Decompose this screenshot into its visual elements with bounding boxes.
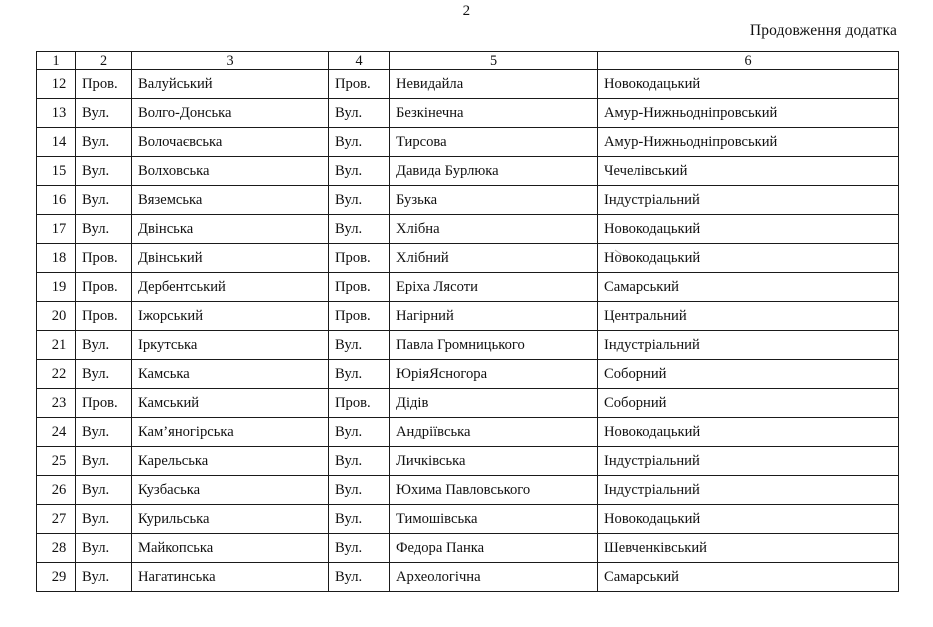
old-street-type-cell: Пров.	[76, 273, 132, 302]
table-row	[37, 273, 899, 302]
new-street-name-cell: Андріївська	[390, 418, 598, 447]
new-street-type-cell: Вул.	[329, 186, 390, 215]
table-row	[37, 476, 899, 505]
old-street-type-cell: Вул.	[76, 476, 132, 505]
old-street-name-cell: Волховська	[132, 157, 329, 186]
old-street-type-cell: Вул.	[76, 186, 132, 215]
new-street-name-cell: Павла Громницького	[390, 331, 598, 360]
new-street-name-cell: Личківська	[390, 447, 598, 476]
new-street-type-cell: Вул.	[329, 128, 390, 157]
row-number-cell: 16	[37, 186, 76, 215]
new-street-name-cell: Бузька	[390, 186, 598, 215]
row-number-cell: 27	[37, 505, 76, 534]
old-street-type-cell: Вул.	[76, 331, 132, 360]
table-row	[37, 215, 899, 244]
table-column-number-row	[37, 52, 899, 70]
new-street-name-cell: Юхима Павловського	[390, 476, 598, 505]
new-street-name-cell: Тимошівська	[390, 505, 598, 534]
table-row	[37, 244, 899, 273]
old-street-name-cell: Іжорський	[132, 302, 329, 331]
row-number-cell: 14	[37, 128, 76, 157]
old-street-name-cell: Камський	[132, 389, 329, 418]
district-cell: Самарський	[598, 563, 899, 592]
old-street-type-cell: Вул.	[76, 99, 132, 128]
district-cell: Індустріальний	[598, 186, 899, 215]
page-number: 2	[462, 3, 471, 19]
old-street-type-cell: Вул.	[76, 447, 132, 476]
old-street-name-cell: Іркутська	[132, 331, 329, 360]
district-cell: Амур-Нижньодніпровський	[598, 99, 899, 128]
column-number-cell: 6	[598, 52, 899, 70]
row-number-cell: 20	[37, 302, 76, 331]
new-street-name-cell: Нагірний	[390, 302, 598, 331]
table-row	[37, 70, 899, 99]
new-street-name-cell: Дідів	[390, 389, 598, 418]
table-row	[37, 563, 899, 592]
street-rename-table	[36, 51, 899, 592]
row-number-cell: 26	[37, 476, 76, 505]
row-number-cell: 19	[37, 273, 76, 302]
new-street-type-cell: Вул.	[329, 563, 390, 592]
district-cell: Новокодацький	[598, 244, 899, 273]
table-row	[37, 186, 899, 215]
column-number-cell: 5	[390, 52, 598, 70]
row-number-cell: 17	[37, 215, 76, 244]
table-row	[37, 360, 899, 389]
old-street-name-cell: Вяземська	[132, 186, 329, 215]
old-street-type-cell: Вул.	[76, 215, 132, 244]
district-cell: Новокодацький	[598, 505, 899, 534]
new-street-type-cell: Пров.	[329, 389, 390, 418]
new-street-type-cell: Вул.	[329, 447, 390, 476]
new-street-type-cell: Вул.	[329, 418, 390, 447]
new-street-type-cell: Вул.	[329, 534, 390, 563]
district-cell: Індустріальний	[598, 447, 899, 476]
old-street-type-cell: Пров.	[76, 302, 132, 331]
column-number-cell: 4	[329, 52, 390, 70]
new-street-type-cell: Вул.	[329, 505, 390, 534]
row-number-cell: 15	[37, 157, 76, 186]
row-number-cell: 28	[37, 534, 76, 563]
new-street-name-cell: Федора Панка	[390, 534, 598, 563]
old-street-name-cell: Нагатинська	[132, 563, 329, 592]
old-street-name-cell: Курильська	[132, 505, 329, 534]
district-cell: Соборний	[598, 389, 899, 418]
old-street-type-cell: Пров.	[76, 70, 132, 99]
table-row	[37, 128, 899, 157]
row-number-cell: 13	[37, 99, 76, 128]
district-cell: Амур-Нижньодніпровський	[598, 128, 899, 157]
new-street-type-cell: Пров.	[329, 70, 390, 99]
new-street-type-cell: Вул.	[329, 360, 390, 389]
row-number-cell: 23	[37, 389, 76, 418]
new-street-type-cell: Вул.	[329, 476, 390, 505]
column-number-cell: 1	[37, 52, 76, 70]
table-row	[37, 157, 899, 186]
old-street-name-cell: Двінська	[132, 215, 329, 244]
old-street-type-cell: Вул.	[76, 505, 132, 534]
column-number-cell: 2	[76, 52, 132, 70]
row-number-cell: 12	[37, 70, 76, 99]
row-number-cell: 18	[37, 244, 76, 273]
new-street-name-cell: Безкінечна	[390, 99, 598, 128]
new-street-type-cell: Вул.	[329, 215, 390, 244]
continuation-note: Продовження додатка	[749, 22, 897, 39]
new-street-type-cell: Вул.	[329, 331, 390, 360]
old-street-name-cell: Камська	[132, 360, 329, 389]
old-street-name-cell: Двінський	[132, 244, 329, 273]
district-cell: Індустріальний	[598, 331, 899, 360]
old-street-name-cell: Кам’яногірська	[132, 418, 329, 447]
row-number-cell: 25	[37, 447, 76, 476]
new-street-type-cell: Пров.	[329, 273, 390, 302]
new-street-type-cell: Пров.	[329, 302, 390, 331]
new-street-name-cell: Археологічна	[390, 563, 598, 592]
row-number-cell: 29	[37, 563, 76, 592]
new-street-name-cell: Хлібний	[390, 244, 598, 273]
old-street-name-cell: Валуйський	[132, 70, 329, 99]
new-street-type-cell: Пров.	[329, 244, 390, 273]
table-row	[37, 505, 899, 534]
table-row	[37, 99, 899, 128]
old-street-name-cell: Майкопська	[132, 534, 329, 563]
district-cell: Центральний	[598, 302, 899, 331]
old-street-type-cell: Вул.	[76, 128, 132, 157]
street-rename-table-wrapper	[36, 51, 898, 592]
old-street-type-cell: Вул.	[76, 534, 132, 563]
old-street-name-cell: Волго-Донська	[132, 99, 329, 128]
new-street-type-cell: Вул.	[329, 99, 390, 128]
new-street-type-cell: Вул.	[329, 157, 390, 186]
table-row	[37, 302, 899, 331]
old-street-type-cell: Вул.	[76, 157, 132, 186]
table-row	[37, 534, 899, 563]
district-cell: Новокодацький	[598, 70, 899, 99]
district-cell: Шевченківський	[598, 534, 899, 563]
old-street-name-cell: Кузбаська	[132, 476, 329, 505]
table-row	[37, 331, 899, 360]
column-number-cell: 3	[132, 52, 329, 70]
new-street-name-cell: Давида Бурлюка	[390, 157, 598, 186]
table-body	[37, 52, 899, 592]
district-cell: Новокодацький	[598, 418, 899, 447]
table-row	[37, 418, 899, 447]
row-number-cell: 21	[37, 331, 76, 360]
district-cell: Самарський	[598, 273, 899, 302]
old-street-type-cell: Вул.	[76, 563, 132, 592]
old-street-type-cell: Пров.	[76, 389, 132, 418]
new-street-name-cell: Хлібна	[390, 215, 598, 244]
old-street-name-cell: Дербентський	[132, 273, 329, 302]
district-cell: Новокодацький	[598, 215, 899, 244]
row-number-cell: 22	[37, 360, 76, 389]
old-street-name-cell: Волочаєвська	[132, 128, 329, 157]
old-street-type-cell: Вул.	[76, 360, 132, 389]
district-cell: Чечелівський	[598, 157, 899, 186]
new-street-name-cell: ЮріяЯсногора	[390, 360, 598, 389]
row-number-cell: 24	[37, 418, 76, 447]
new-street-name-cell: Тирсова	[390, 128, 598, 157]
district-cell: Соборний	[598, 360, 899, 389]
new-street-name-cell: Невидайла	[390, 70, 598, 99]
district-cell: Індустріальний	[598, 476, 899, 505]
new-street-name-cell: Еріха Лясоти	[390, 273, 598, 302]
old-street-type-cell: Вул.	[76, 418, 132, 447]
table-row	[37, 447, 899, 476]
old-street-type-cell: Пров.	[76, 244, 132, 273]
old-street-name-cell: Карельська	[132, 447, 329, 476]
table-row	[37, 389, 899, 418]
